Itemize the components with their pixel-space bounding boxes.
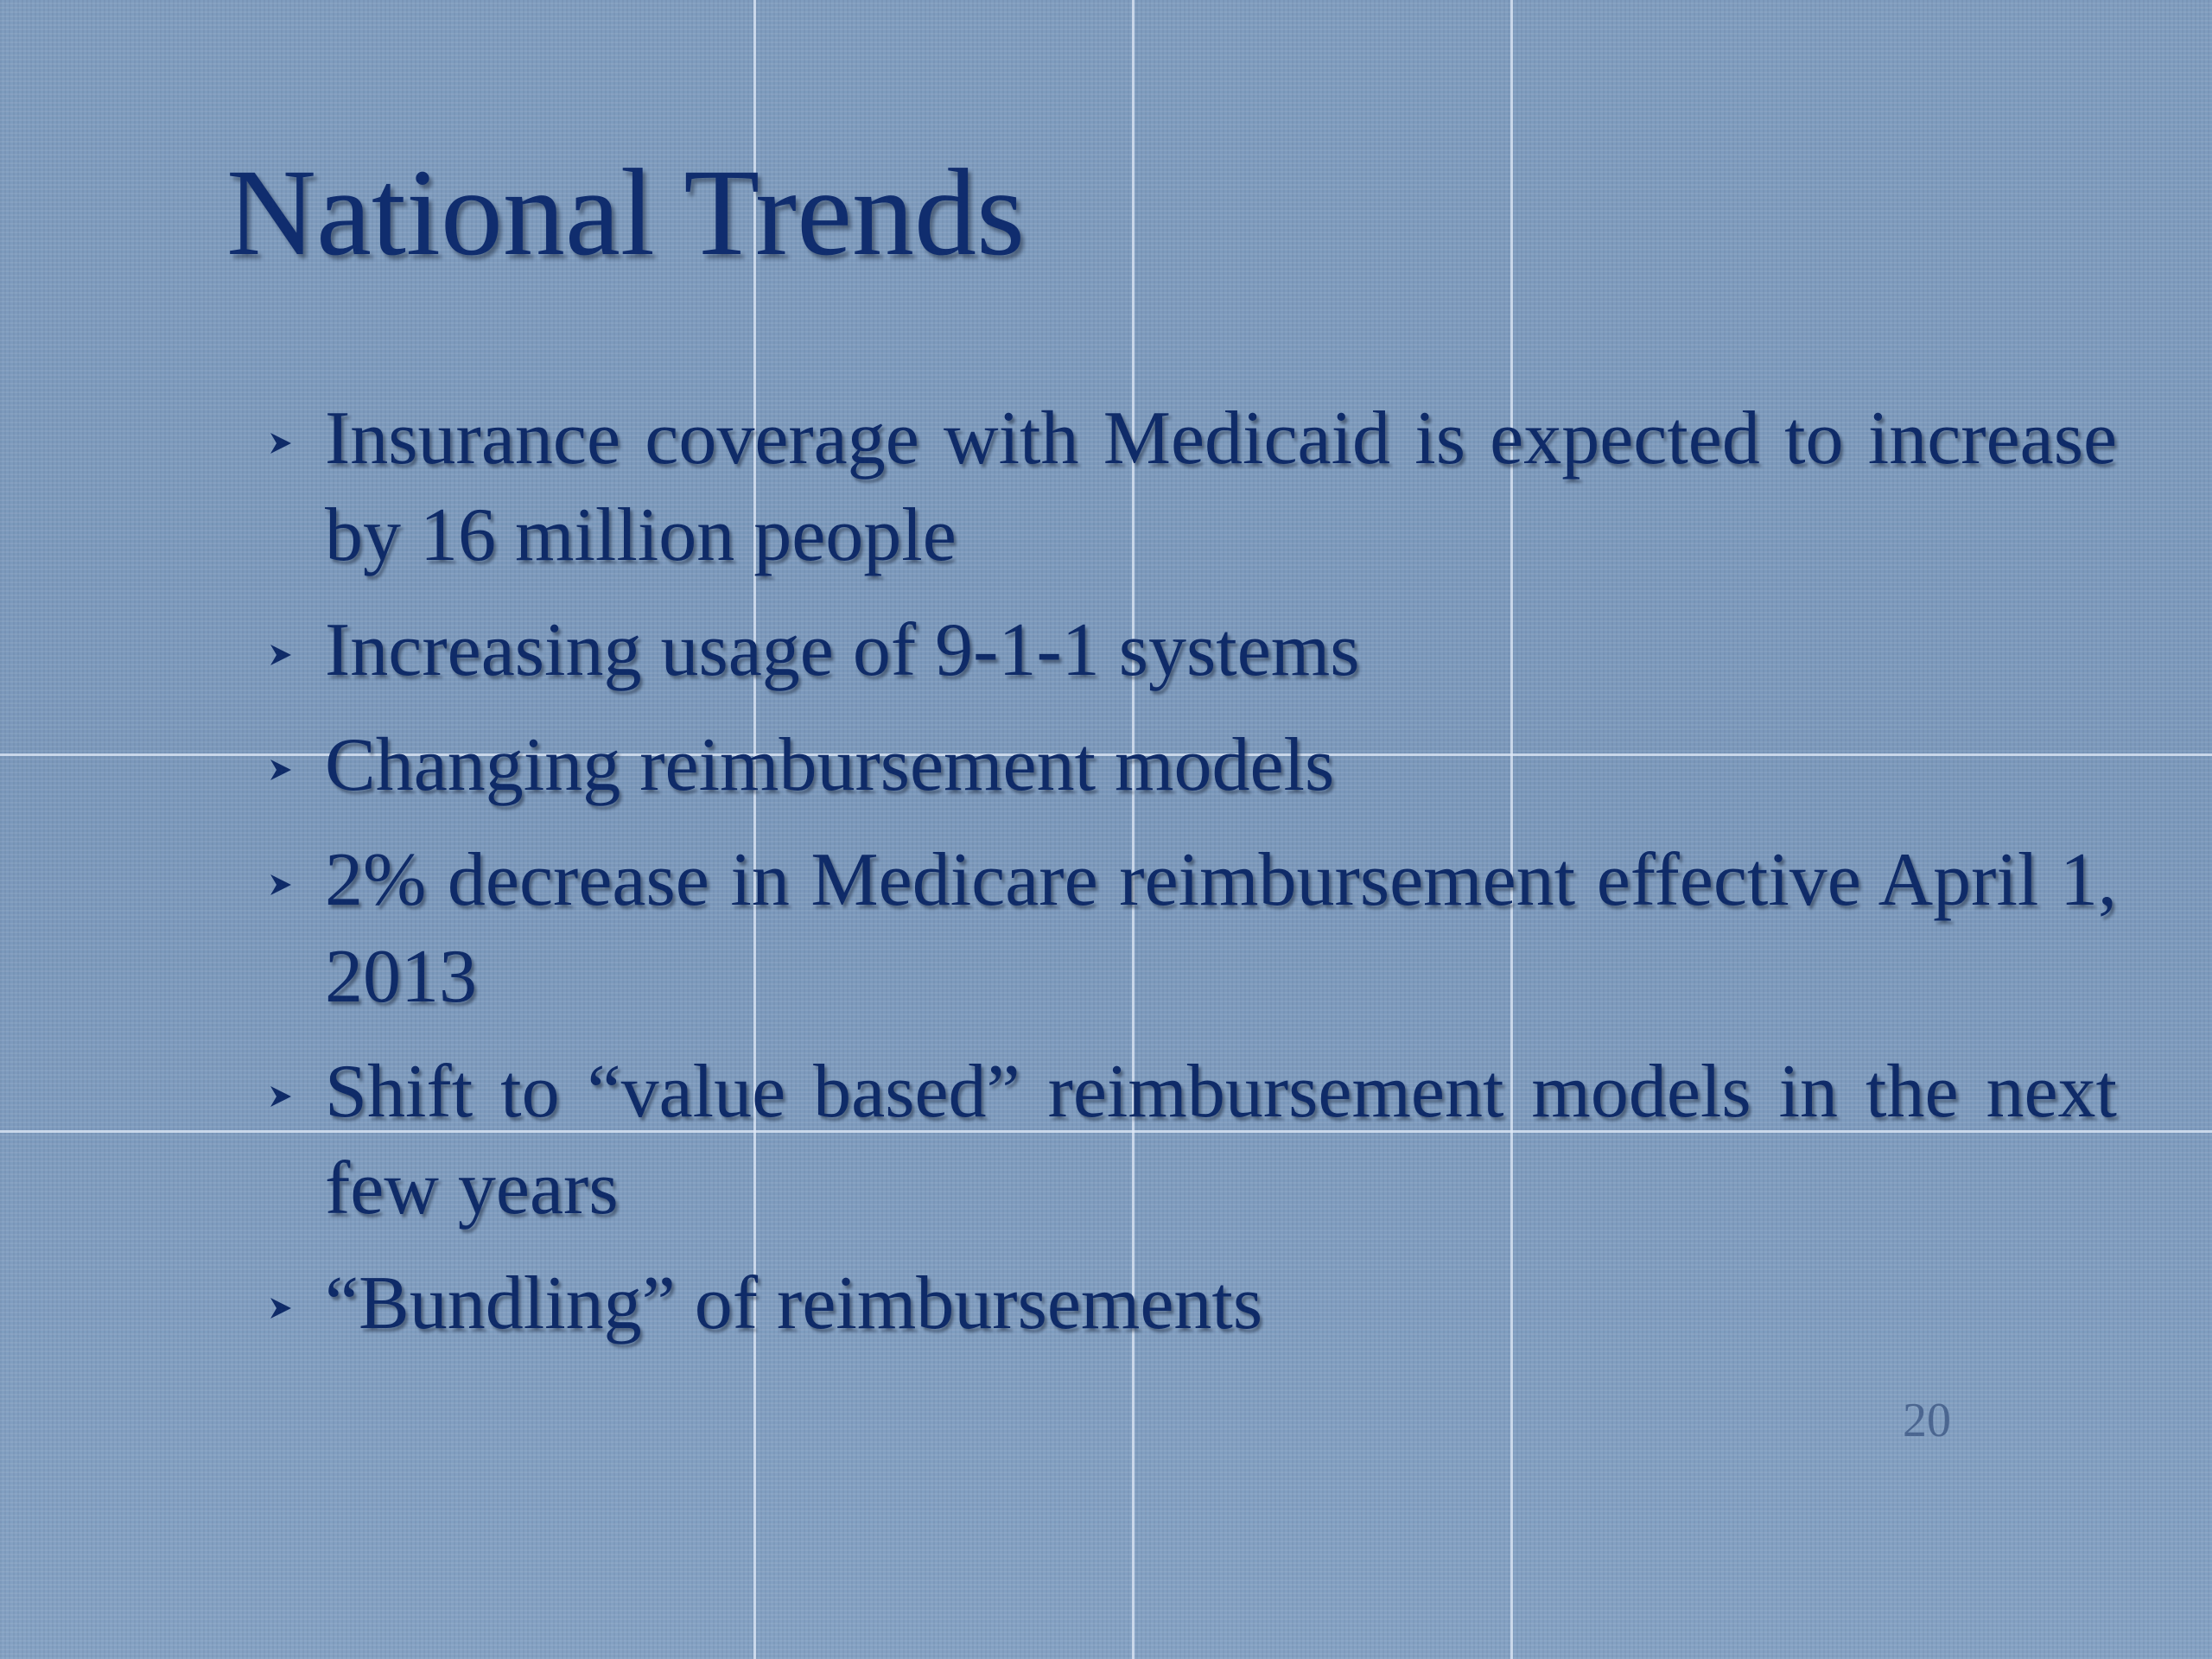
- bullet-text: “Bundling” of reimbursements: [325, 1262, 1263, 1345]
- bullet-text: Increasing usage of 9-1-1 systems: [325, 608, 1360, 692]
- bullet-item: [259, 602, 2117, 699]
- bullet-list: [259, 391, 2117, 1370]
- arrowhead-bullet-icon: [259, 391, 302, 487]
- page-number: 20: [1903, 1394, 1951, 1447]
- bullet-text: Shift to “value based” reimbursement models in the next few years: [325, 1050, 2117, 1230]
- bullet-item: [259, 1044, 2117, 1237]
- bullet-text: Insurance coverage with Medicaid is expected to increase by 16 million people: [325, 397, 2117, 577]
- bullet-item: [259, 1255, 2117, 1352]
- bullet-item: [259, 717, 2117, 814]
- arrowhead-bullet-icon: [259, 1044, 302, 1141]
- arrowhead-bullet-icon: [259, 717, 302, 814]
- arrowhead-bullet-icon: [259, 832, 302, 929]
- bullet-text: Changing reimbursement models: [325, 723, 1335, 807]
- bullet-item: [259, 832, 2117, 1026]
- bullet-text: 2% decrease in Medicare reimbursement effective April 1, 2013: [325, 838, 2117, 1019]
- arrowhead-bullet-icon: [259, 1255, 302, 1352]
- slide-title: National Trends: [226, 144, 1026, 282]
- arrowhead-bullet-icon: [259, 602, 302, 699]
- bullet-item: [259, 391, 2117, 584]
